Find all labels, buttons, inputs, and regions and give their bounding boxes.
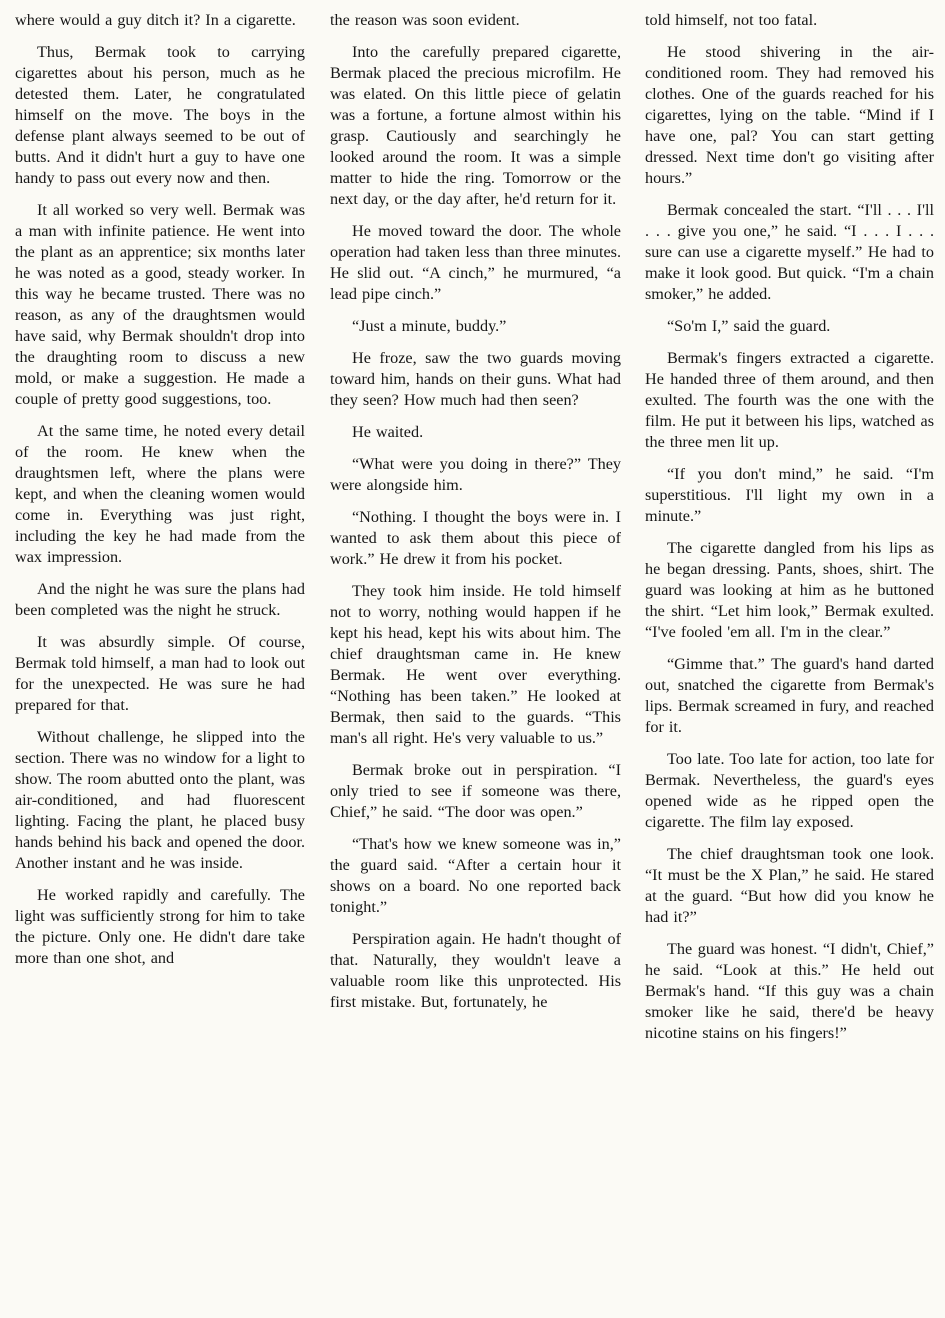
paragraph: Too late. Too late for action, too late for Bermak. Nevertheless, the guard's eyes opened wide as he ripped open the cigarette. The film lay exposed. xyxy=(645,750,934,831)
paragraph: “What were you doing in there?” They were alongside him. xyxy=(330,455,621,494)
paragraph: “If you don't mind,” he said. “I'm superstitious. I'll light my own in a minute.” xyxy=(645,465,934,525)
paragraph: Bermak's fingers extracted a cigarette. He handed three of them around, and then exulted. The fourth was the one with the film. He put it between his lips, watched as the three men lit up. xyxy=(645,349,934,451)
paragraph: At the same time, he noted every detail of the room. He knew when the draughtsmen left, where the plans were kept, and when the cleaning women would come in. Everything was just right, including the key he had made from the wax impression. xyxy=(15,422,305,566)
paragraph: The chief draughtsman took one look. “It must be the X Plan,” he said. He stared at the guard. “But how did you know he had it?” xyxy=(645,845,934,926)
text-column-1 xyxy=(15,10,305,1310)
paragraph: The cigarette dangled from his lips as he began dressing. Pants, shoes, shirt. The guard was looking at him as he buttoned the shirt. “Let him look,” Bermak exulted. “I've fooled 'em all. I'm in the clear.” xyxy=(645,539,934,641)
text-column-3 xyxy=(645,10,934,1310)
paragraph: It all worked so very well. Bermak was a man with infinite patience. He went into the plant as an apprentice; six months later he was noted as a good, steady worker. In this way he became trusted. There was no reason, as any of the draughtsmen would have said, why Bermak shouldn't drop into the draughting room to discuss a new mold, or make a suggestion. He made a couple of pretty good suggestions, too. xyxy=(15,201,305,408)
paragraph: the reason was soon evident. xyxy=(330,11,520,29)
paragraph: They took him inside. He told himself not to worry, nothing would happen if he kept his head, kept his wits about him. The chief draughtsman came in. He knew Bermak. He went over everything. “Nothing has been taken.” He looked at Bermak, then said to the guards. “This man's all right. He's very valuable to us.” xyxy=(330,582,621,747)
paragraph: He moved toward the door. The whole operation had taken less than three minutes. He slid out. “A cinch,” he murmured, “a lead pipe cinch.” xyxy=(330,222,621,303)
paragraph: “Just a minute, buddy.” xyxy=(352,317,507,335)
paragraph: He waited. xyxy=(352,423,424,441)
paragraph: Bermak broke out in perspiration. “I only tried to see if someone was there, Chief,” he said. “The door was open.” xyxy=(330,761,621,821)
paragraph: Without challenge, he slipped into the section. There was no window for a light to show. The room abutted onto the plant, was air-conditioned, and had fluorescent lighting. Facing the plant, he placed busy hands behind his back and opened the door. Another instant and he was inside. xyxy=(15,728,305,872)
paragraph: “Nothing. I thought the boys were in. I wanted to ask them about this piece of work.” He drew it from his pocket. xyxy=(330,508,621,568)
paragraph: “That's how we knew someone was in,” the guard said. “After a certain hour it shows on a board. No one reported back tonight.” xyxy=(330,835,621,916)
paragraph: “So'm I,” said the guard. xyxy=(667,317,831,335)
paragraph: The guard was honest. “I didn't, Chief,” he said. “Look at this.” He held out Bermak's hand. “If this guy was a chain smoker like he said, there'd be heavy nicotine stains on his fingers!” xyxy=(645,940,934,1042)
paragraph: It was absurdly simple. Of course, Bermak told himself, a man had to look out for the unexpected. He was sure he had prepared for that. xyxy=(15,633,305,714)
paragraph: where would a guy ditch it? In a cigarette. xyxy=(15,11,296,29)
paragraph: told himself, not too fatal. xyxy=(645,11,818,29)
paragraph: Perspiration again. He hadn't thought of that. Naturally, they wouldn't leave a valuable room like this unprotected. His first mistake. But, fortunately, he xyxy=(330,930,621,1011)
paragraph: Thus, Bermak took to carrying cigarettes about his person, much as he detested them. Later, he congratulated himself on the move. The boys in the defense plant always seemed to be out of butts. And it didn't hurt a guy to have one handy to pass out every now and then. xyxy=(15,43,305,187)
paragraph: “Gimme that.” The guard's hand darted out, snatched the cigarette from Bermak's lips. Bermak screamed in fury, and reached for it. xyxy=(645,655,934,736)
paragraph: Into the carefully prepared cigarette, Bermak placed the precious microfilm. He was elated. On this little piece of gelatin was a fortune, a fortune almost within his grasp. Cautiously and searchingly he looked around the room. It was a simple matter to hide the ring. Tomorrow or the next day, or the day after, he'd return for it. xyxy=(330,43,621,208)
paragraph: He froze, saw the two guards moving toward him, hands on their guns. What had they seen? How much had then seen? xyxy=(330,349,621,409)
paragraph: Bermak concealed the start. “I'll . . . I'll . . . give you one,” he said. “I . . . I . . . sure can use a cigarette myself.” He had to make it look good. But quick. “I'm a chain smoker,” he added. xyxy=(645,201,934,303)
paragraph: He worked rapidly and carefully. The light was sufficiently strong for him to take the picture. Only one. He didn't dare take more than one shot, and xyxy=(15,886,305,967)
paragraph: And the night he was sure the plans had been completed was the night he struck. xyxy=(15,580,305,619)
paragraph: He stood shivering in the air-conditioned room. They had removed his clothes. One of the guards reached for his cigarettes, lying on the table. “Mind if I have one, pal? You can start getting dressed. Next time don't go visiting after hours.” xyxy=(645,43,934,187)
text-column-2 xyxy=(330,10,621,1310)
